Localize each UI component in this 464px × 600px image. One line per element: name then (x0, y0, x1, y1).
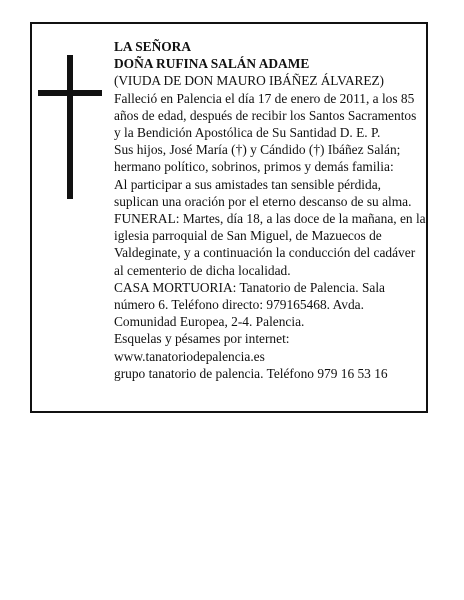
funeral-home-details: CASA MORTUORIA: Tanatorio de Palencia. Sala número 6. Teléfono directo: 979165468. Avda. Comunidad Europea, 2-4. Palencia. (114, 279, 385, 330)
prayer-request: Al participar a sus amistades tan sensible pérdida, suplican una oración por el eterno descanso de su alma. (114, 176, 412, 209)
death-announcement: Falleció en Palencia el día 17 de enero de 2011, a los 85 años de edad, después de recibir los Santos Sacramentos y la Bendición Apostólica de Su Santidad D. E. P. (114, 90, 417, 141)
cross-horizontal-bar (38, 90, 102, 96)
internet-label: Esquelas y pésames por internet: (114, 331, 290, 347)
funeral-details: FUNERAL: Martes, día 18, a las doce de la mañana, en la iglesia parroquial de San Miguel, de Mazuecos de Valdeginate, y a continuación la conducción del cadáver al cementerio de dicha localidad. (114, 211, 426, 278)
deceased-name: DOÑA RUFINA SALÁN ADAME (114, 56, 310, 72)
widow-line: (VIUDA DE DON MAURO IBÁÑEZ ÁLVAREZ) (114, 73, 384, 89)
website-link[interactable]: www.tanatoriodepalencia.es (114, 348, 265, 364)
obituary-notice (30, 22, 428, 413)
notice-text (114, 38, 426, 382)
cross-vertical-bar (67, 55, 73, 199)
footer-contact: grupo tanatorio de palencia. Teléfono 979 16 53 16 (114, 365, 388, 381)
family-members: Sus hijos, José María (†) y Cándido (†) Ibáñez Salán; hermano político, sobrinos, primos y demás familia: (114, 142, 401, 175)
notice-title: LA SEÑORA (114, 39, 192, 54)
